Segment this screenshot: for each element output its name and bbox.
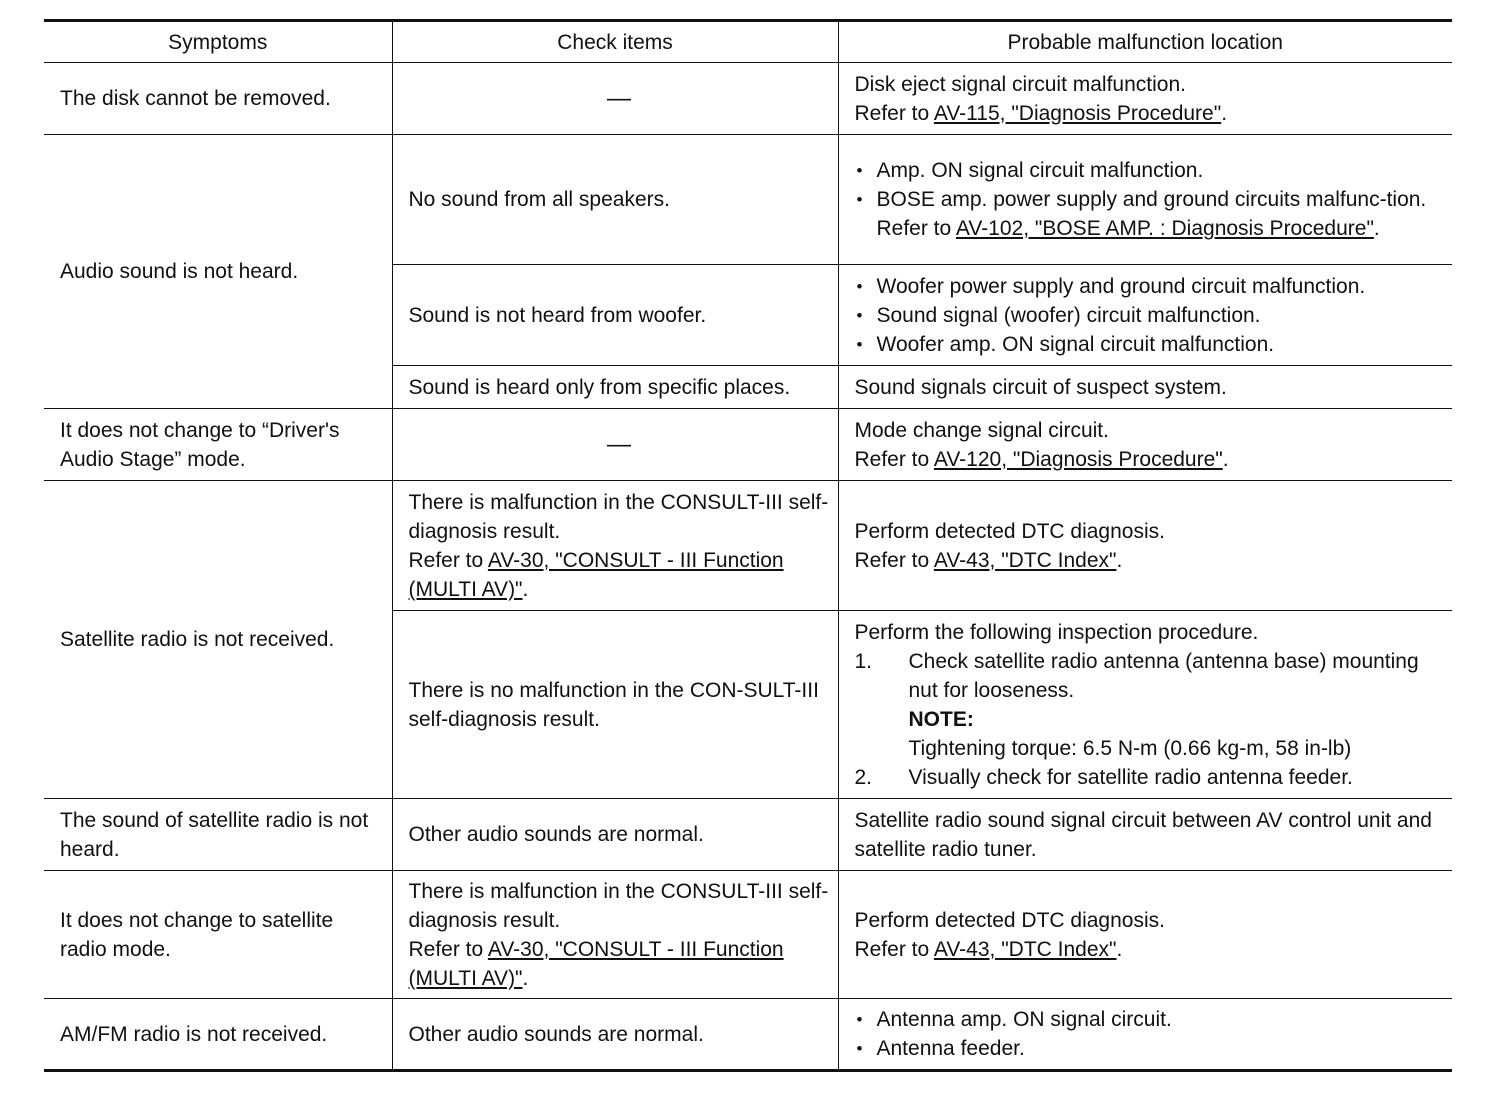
- bullet-text: BOSE amp. power supply and ground circuits malfunc-tion.: [876, 188, 1427, 211]
- table-row: [44, 999, 1452, 1071]
- symptom-cell: Audio sound is not heard.: [44, 135, 392, 409]
- check-cell: Sound is not heard from woofer.: [392, 265, 838, 366]
- reference-link[interactable]: AV-30, "CONSULT - III Function (MULTI AV)": [408, 548, 784, 601]
- ref-suffix: .: [1222, 447, 1229, 471]
- ref-suffix: .: [1116, 937, 1123, 961]
- location-text: Perform detected DTC diagnosis.: [854, 908, 1165, 932]
- list-item: • Woofer amp. ON signal circuit malfunction.: [855, 330, 1445, 359]
- symptom-cell: The sound of satellite radio is not heard.: [44, 799, 392, 871]
- table-row: [44, 409, 1452, 481]
- reference-link[interactable]: AV-102, "BOSE AMP. : Diagnosis Procedure": [955, 217, 1374, 240]
- diagnosis-table: [44, 19, 1452, 1072]
- location-cell: [838, 481, 1452, 611]
- check-cell: —: [392, 409, 838, 481]
- step-number: 1.: [854, 649, 873, 673]
- list-item: • Antenna feeder.: [855, 1034, 1445, 1063]
- ref-suffix: .: [1221, 101, 1228, 125]
- location-cell: [838, 999, 1452, 1071]
- check-cell: No sound from all speakers.: [392, 135, 838, 265]
- refer-prefix: Refer to: [408, 548, 488, 572]
- list-item: • Woofer power supply and ground circuit malfunction.: [855, 272, 1445, 301]
- refer-prefix: Refer to: [854, 447, 934, 471]
- list-item: • Amp. ON signal circuit malfunction.: [855, 156, 1445, 185]
- location-text: Perform detected DTC diagnosis.: [854, 519, 1165, 543]
- check-text: There is malfunction in the CONSULT-III self-diagnosis result.: [408, 879, 829, 932]
- location-cell: [838, 265, 1452, 366]
- reference-line: [855, 935, 1445, 964]
- table-row: [44, 481, 1452, 611]
- note-label: NOTE:: [908, 707, 974, 731]
- list-item: • Sound signal (woofer) circuit malfunction.: [855, 301, 1445, 330]
- step-text: Visually check for satellite radio antenna feeder.: [908, 765, 1353, 789]
- refer-prefix: Refer to: [854, 548, 934, 572]
- ref-suffix: .: [1116, 548, 1123, 572]
- location-cell: Sound signals circuit of suspect system.: [838, 366, 1452, 409]
- bullet-list: [855, 156, 1445, 243]
- list-item: • Antenna amp. ON signal circuit.: [855, 1005, 1445, 1034]
- reference-link[interactable]: AV-43, "DTC Index": [933, 937, 1117, 961]
- check-cell: [392, 481, 838, 611]
- procedure-steps: [855, 647, 1445, 792]
- list-item: [855, 185, 1445, 243]
- location-text: Disk eject signal circuit malfunction.: [854, 72, 1186, 96]
- symptom-cell: Satellite radio is not received.: [44, 481, 392, 799]
- note-text: Tightening torque: 6.5 N-m (0.66 kg-m, 58 in-lb): [908, 736, 1352, 760]
- reference-link[interactable]: AV-115, "Diagnosis Procedure": [933, 101, 1222, 125]
- check-cell: Other audio sounds are normal.: [392, 999, 838, 1071]
- header-check-items: Check items: [392, 21, 838, 63]
- check-cell: There is no malfunction in the CON-SULT-III self-diagnosis result.: [392, 611, 838, 799]
- step-text: Check satellite radio antenna (antenna base) mounting nut for looseness.: [908, 649, 1419, 702]
- reference-line: [855, 546, 1445, 575]
- check-cell: —: [392, 63, 838, 135]
- header-row: [44, 21, 1452, 63]
- symptom-cell: It does not change to “Driver's Audio Stage” mode.: [44, 409, 392, 481]
- reference-line: [409, 935, 830, 993]
- symptom-cell: The disk cannot be removed.: [44, 63, 392, 135]
- refer-prefix: Refer to: [854, 937, 934, 961]
- location-cell: [838, 611, 1452, 799]
- check-text: There is malfunction in the CONSULT-III self-diagnosis result.: [408, 490, 829, 543]
- location-cell: [838, 63, 1452, 135]
- step-number: 2.: [854, 765, 873, 789]
- bullet-list: [855, 272, 1445, 359]
- symptom-cell: AM/FM radio is not received.: [44, 999, 392, 1071]
- ref-suffix: .: [522, 966, 529, 990]
- table-row: [44, 63, 1452, 135]
- reference-link[interactable]: AV-43, "DTC Index": [933, 548, 1117, 572]
- header-symptoms: Symptoms: [44, 21, 392, 63]
- ref-suffix: .: [1373, 217, 1380, 240]
- reference-line: [877, 214, 1445, 243]
- list-item: [855, 647, 1445, 763]
- reference-line: [855, 445, 1445, 474]
- refer-prefix: Refer to: [408, 937, 488, 961]
- location-cell: [838, 871, 1452, 999]
- table-row: [44, 135, 1452, 265]
- refer-prefix: Refer to: [876, 217, 956, 240]
- check-cell: Other audio sounds are normal.: [392, 799, 838, 871]
- reference-line: [855, 99, 1445, 128]
- procedure-intro: Perform the following inspection procedure.: [854, 620, 1259, 644]
- reference-link[interactable]: AV-30, "CONSULT - III Function (MULTI AV)": [408, 937, 784, 990]
- bullet-list: [855, 1005, 1445, 1063]
- check-cell: Sound is heard only from specific places.: [392, 366, 838, 409]
- refer-prefix: Refer to: [854, 101, 934, 125]
- ref-suffix: .: [522, 577, 529, 601]
- table-row: [44, 871, 1452, 999]
- location-cell: [838, 409, 1452, 481]
- location-text: Mode change signal circuit.: [854, 418, 1109, 442]
- location-cell: [838, 135, 1452, 265]
- reference-line: [409, 546, 830, 604]
- list-item: [855, 763, 1445, 792]
- reference-link[interactable]: AV-120, "Diagnosis Procedure": [933, 447, 1223, 471]
- symptom-cell: It does not change to satellite radio mode.: [44, 871, 392, 999]
- table-row: [44, 799, 1452, 871]
- header-probable-location: Probable malfunction location: [838, 21, 1452, 63]
- check-cell: [392, 871, 838, 999]
- location-cell: Satellite radio sound signal circuit between AV control unit and satellite radio tuner.: [838, 799, 1452, 871]
